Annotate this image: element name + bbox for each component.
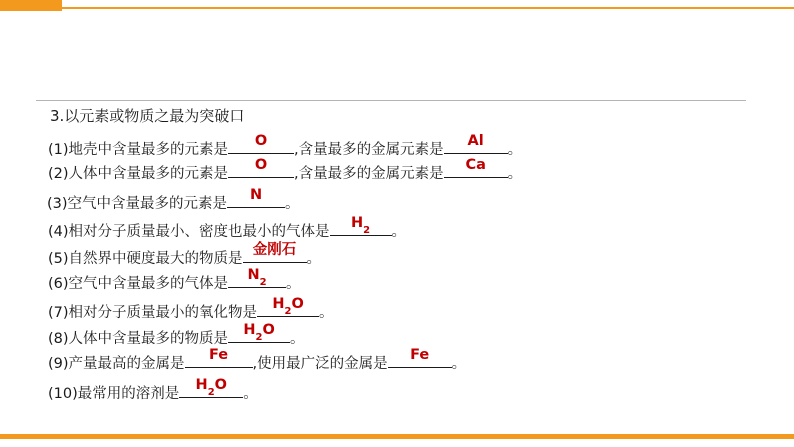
question-3 [47, 187, 300, 214]
question-4 [48, 215, 407, 242]
answer-symbol: H [350, 215, 364, 231]
answer-blank [444, 157, 508, 178]
question-5 [48, 242, 322, 269]
question-text: 。 [507, 142, 523, 158]
answer-text [228, 267, 286, 288]
answer-text [330, 215, 392, 236]
question-text: (4)相对分子质量最小、密度也最小的气体是 [48, 224, 330, 240]
answer-text [444, 157, 508, 173]
answer-symbol: N [247, 267, 260, 283]
answer-subscript: 2 [207, 386, 215, 398]
question-text: 。 [391, 224, 407, 240]
question-text: (10)最常用的溶剂是 [48, 386, 180, 402]
answer-symbol: 金刚石 [252, 242, 297, 258]
answer-blank [330, 215, 392, 236]
answer-symbol-tail: O [262, 322, 275, 338]
question-text: (5)自然界中硬度最大的物质是 [48, 251, 243, 267]
answer-blank [228, 157, 294, 178]
content-divider [36, 100, 746, 101]
answer-blank [228, 322, 290, 343]
answer-symbol: Al [467, 133, 484, 149]
answer-symbol: Fe [208, 347, 229, 363]
question-text: 。 [290, 331, 305, 347]
answer-blank [185, 347, 253, 368]
answer-text [228, 157, 294, 173]
question-9 [48, 347, 467, 374]
question-10 [48, 377, 258, 404]
answer-symbol: H [272, 296, 285, 312]
question-text: (1)地壳中含量最多的元素是 [48, 142, 229, 158]
answer-symbol: O [254, 133, 268, 149]
top-rule [62, 7, 794, 9]
question-7 [48, 296, 334, 323]
question-8 [48, 322, 305, 349]
question-text: 。 [306, 251, 322, 267]
answer-blank [388, 347, 452, 368]
answer-symbol: O [254, 157, 268, 173]
answer-subscript: 2 [259, 276, 267, 288]
question-text: (7)相对分子质量最小的氧化物是 [48, 305, 258, 321]
question-text: 。 [285, 196, 300, 212]
question-text: (2)人体中含量最多的元素是 [48, 166, 229, 182]
answer-symbol: Ca [465, 157, 486, 173]
question-text: (8)人体中含量最多的物质是 [48, 331, 229, 347]
answer-subscript: 2 [255, 331, 263, 343]
answer-symbol: H [195, 377, 208, 393]
answer-text [185, 347, 253, 363]
answer-text [227, 187, 285, 203]
answer-symbol-tail: O [291, 296, 304, 312]
question-text: 。 [319, 305, 334, 321]
question-text: 。 [451, 356, 467, 372]
question-text: (6)空气中含量最多的气体是 [48, 276, 229, 292]
question-text: ,含量最多的金属元素是 [294, 166, 444, 182]
answer-symbol: Fe [410, 347, 430, 363]
answer-symbol-tail: O [214, 377, 227, 393]
question-6 [48, 267, 301, 294]
answer-blank [243, 242, 307, 263]
answer-blank [228, 133, 294, 154]
top-accent-bar [0, 0, 62, 11]
answer-blank [444, 133, 508, 154]
answer-blank [257, 296, 319, 317]
answer-text [444, 133, 508, 149]
question-text: ,使用最广泛的金属是 [252, 356, 388, 372]
question-text: (3)空气中含量最多的元素是 [47, 196, 228, 212]
answer-text [179, 377, 243, 398]
section-title: 3.以元素或物质之最为突破口 [50, 107, 245, 125]
answer-blank [179, 377, 243, 398]
answer-blank [227, 187, 285, 208]
question-text: (9)产量最高的金属是 [48, 356, 185, 372]
answer-symbol: N [249, 187, 263, 203]
answer-symbol: H [243, 322, 256, 338]
question-text: ,含量最多的金属元素是 [294, 142, 444, 158]
answer-text [388, 347, 452, 363]
question-text: 。 [507, 166, 523, 182]
answer-text [257, 296, 319, 317]
question-text: 。 [243, 386, 258, 402]
bottom-rule [0, 434, 794, 439]
answer-blank [228, 267, 286, 288]
answer-text [228, 133, 294, 149]
question-2 [48, 157, 523, 184]
answer-text [243, 242, 307, 258]
answer-subscript: 2 [284, 305, 292, 317]
answer-subscript: 2 [363, 224, 371, 236]
question-text: 。 [286, 276, 301, 292]
answer-text [228, 322, 290, 343]
